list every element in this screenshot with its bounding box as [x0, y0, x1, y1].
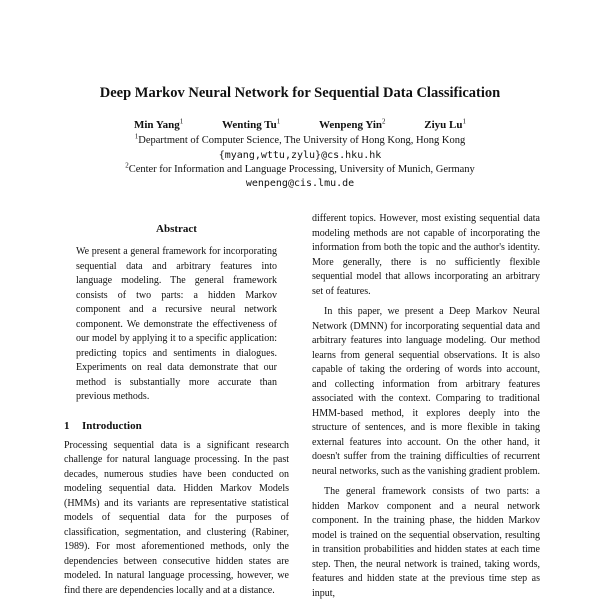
- email-1: {myang,wttu,zylu}@cs.hku.hk: [218, 150, 382, 161]
- right-column: [312, 212, 540, 601]
- body-paragraph: different topics. However, most existing sequential data modeling methods are not capable of incorporating the information from both the topic and the author's identity. More generally, there is no sufficiently flexible sequential model that allows incorporating an arbitrary set of features.: [312, 213, 540, 297]
- body-paragraph: The general framework consists of two parts: a hidden Markov component and a neural network component. In the training phase, the hidden Markov model is trained on the sequential observation, resulting in transition probabilities and hidden states at each time step. Then, the neural network is trained, taking words, features and hidden state at the previous time step as input,: [312, 486, 540, 599]
- author: Wenting Tu$^1$: [221, 117, 281, 131]
- author-list: [0, 118, 600, 132]
- abstract-text: We present a general framework for incorporating sequential data and arbitrary features into language modeling. The general framework consists of two parts: a hidden Markov component and a recursive neural network component. We demonstrate the effectiveness of our model by applying it to a specific application: predicting topics and sentiments in dialogues. Experiments on real data demonstrate that our method is substantially more accurate than previous methods.: [76, 246, 277, 402]
- intro-paragraph: Processing sequential data is a significant research challenge for natural language processing. In the past decades, numerous studies have been conducted on modeling sequential data. Hidden Markov Models (HMMs) and its variants are representative statistical models of sequential data for the purposes of classification, segmentation, and clustering (Rabiner, 1989). For most aforementioned methods, only the dependencies between consecutive hidden states are modeled. In natural language processing, however, we find there are dependencies locally and at a distance.: [64, 439, 289, 596]
- author: Min Yang$^1$: [133, 117, 184, 131]
- author: Ziyu Lu$^1$: [424, 117, 466, 131]
- affiliation-1: $^1$Department of Computer Science, The University of Hong Kong, Hong Kong: [134, 132, 466, 146]
- section-heading-introduction: 1 Introduction: [64, 419, 142, 432]
- affiliation-2: $^2$Center for Information and Language Processing, University of Munich, Germany: [125, 161, 475, 175]
- body-paragraph: In this paper, we present a Deep Markov Neural Network (DMNN) for incorporating sequential data and arbitrary features into language modeling. Our method learns from general sequential observations. It is also capable of taking the ordering of words into account, and collecting information from arbitrary features associated with the context. Comparing to traditional HMM-based method, it explores deeply into the structure of sentences, and is more flexible in taking external features into account. On the other hand, it doesn't suffer from the training difficulties of recurrent neural networks, such as the vanishing gradient problem.: [312, 306, 540, 477]
- left-column: [64, 222, 289, 598]
- author: Wenpeng Yin$^2$: [318, 117, 386, 131]
- abstract-heading: Abstract: [156, 223, 197, 235]
- email-2: wenpeng@cis.lmu.de: [245, 178, 355, 189]
- paper-title: Deep Markov Neural Network for Sequential Data Classification: [99, 85, 501, 101]
